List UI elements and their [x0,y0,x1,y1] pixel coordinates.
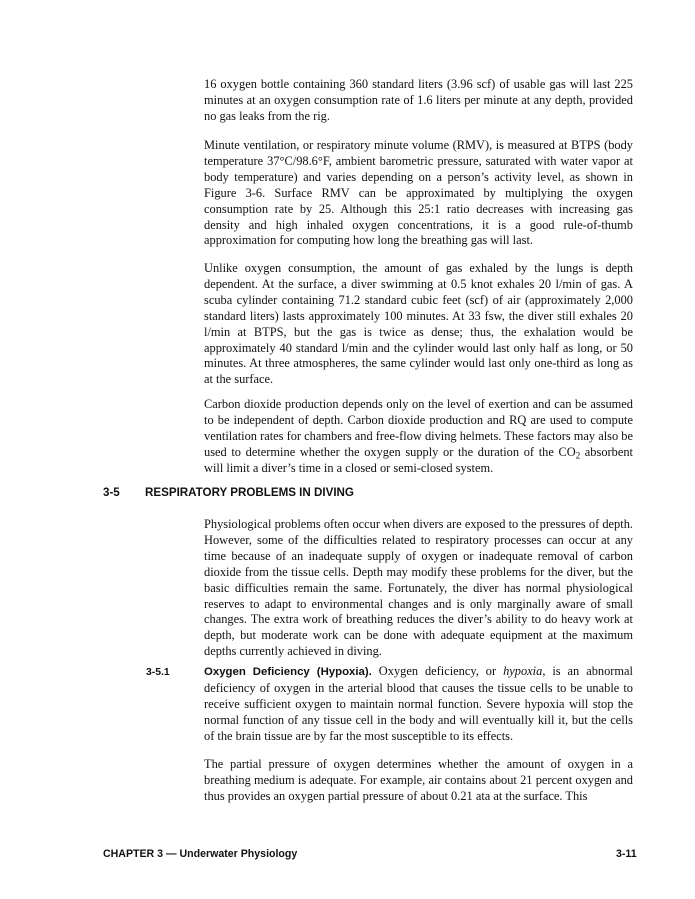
paragraph-respiratory-problems: Physiological problems often occur when divers are exposed to the pressures of depth. However, some of the difficulties related to respiratory processes can occur at any time because of an inadequate supply of oxygen or inadequate removal of carbon dioxide from the tissue cells. Depth may modify these problems for the diver, but the basic difficulties remain the same. Fortunately, the diver has normal physiological reserves to adapt to environmental changes and is only marginally aware of small changes. The extra work of breathing reduces the diver’s ability to do heavy work at depth, but moderate work can be done with adequate equipment at the maximum depths currently achieved in diving. [204,517,633,659]
section-number: 3-5 [103,486,120,499]
section-title: RESPIRATORY PROBLEMS IN DIVING [145,486,354,499]
footer-page-number: 3-11 [616,848,637,860]
paragraph-carbon-dioxide [204,397,633,477]
paragraph-text: Oxygen deficiency, or [371,664,504,678]
paragraph-hypoxia [204,664,633,745]
subsection-number: 3-5.1 [146,667,170,678]
paragraph-minute-ventilation: Minute ventilation, or respiratory minute volume (RMV), is measured at BTPS (body temperature 37°C/98.6°F, ambient barometric pressure, saturated with water vapor at body temperature) and varies depending on a person’s activity level, as shown in Figure 3-6. Surface RMV can be approximated by multiplying the oxygen consumption rate by 25. Although this 25:1 ratio decreases with increasing gas density and high inhaled oxygen concentrations, it is a good rule-of-thumb approximation for computing how long the breathing gas will last. [204,138,633,248]
paragraph-text: , is an abnormal deficiency of oxygen in the arterial blood that causes the tissue cells to be unable to receive sufficient oxygen to maintain normal function. Severe hypoxia will stop the normal function of any tissue cell in the body and will eventually kill it, but the cells of the brain tissue are by far the most susceptible to its effects. [204,664,633,743]
paragraph-text: absorbent will limit a diver’s time in a closed or semi-closed system. [204,444,633,475]
italic-term: hypoxia [503,664,543,678]
paragraph-gas-exhaled: Unlike oxygen consumption, the amount of gas exhaled by the lungs is depth dependent. At the surface, a diver swimming at 0.5 knot exhales 20 l/min of gas. A scuba cylinder containing 71.2 standard cubic feet (scf) of air (approximately 2,000 standard liters) lasts approximately 100 minutes. At 33 fsw, the diver still exhales 20 l/min at BTPS, but the gas is twice as dense; thus, the exhalation would be approximately 40 standard l/min and the cylinder would last only half as long, or 50 minutes. At three atmospheres, the same cylinder would last only one-third as long as at the surface. [204,261,633,387]
paragraph-text: Carbon dioxide production depends only on the level of exertion and can be assumed to be independent of depth. Carbon dioxide production and RQ are used to compute ventilation rates for chambers and free-flow diving helmets. These factors may also be used to determine whether the oxygen supply or the duration of the CO [204,397,633,459]
subsection-title: Oxygen Deficiency (Hypoxia). [204,666,372,678]
paragraph-partial-pressure: The partial pressure of oxygen determines whether the amount of oxygen in a breathing medium is adequate. For example, air contains about 21 percent oxygen and thus provides an oxygen partial pressure of about 0.21 ata at the surface. This [204,757,633,803]
paragraph-oxygen-bottle: 16 oxygen bottle containing 360 standard liters (3.96 scf) of usable gas will last 225 minutes at an oxygen consumption rate of 1.6 liters per minute at any depth, provided no gas leaks from the rig. [204,77,633,123]
footer-chapter-title: CHAPTER 3 — Underwater Physiology [103,848,298,860]
subscript: 2 [575,450,581,461]
